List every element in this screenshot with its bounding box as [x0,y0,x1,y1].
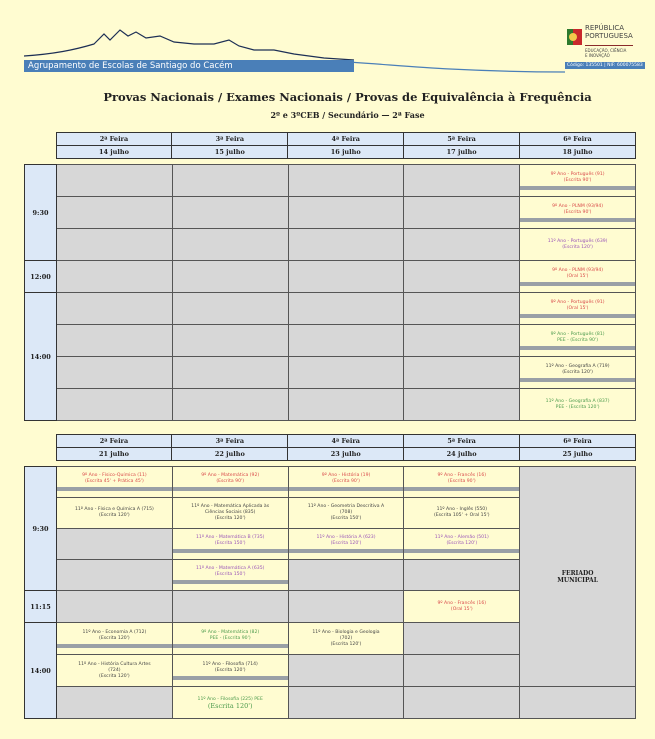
week1-day-tue: 3ª Feira [172,133,288,146]
week2-time-1400: 14:00 [25,623,57,719]
week1-slots [24,164,636,421]
empty-slot [57,293,173,325]
empty-slot [172,389,288,421]
empty-slot [172,261,288,293]
empty-slot [57,591,173,623]
exam-cell: 9º Ano - Francês (16) (Oral 15') [404,591,520,623]
week2-day-mon: 2ª Feira [56,435,172,448]
empty-slot [404,389,520,421]
empty-slot [172,165,288,197]
empty-slot [404,293,520,325]
empty-slot [57,389,173,421]
week1-date-mon: 14 julho [56,146,172,159]
empty-slot [57,357,173,389]
empty-slot [288,229,404,261]
exam-cell: 9º Ano - PLNM (93/94) (Escrita 90') [520,197,636,229]
empty-slot [288,197,404,229]
empty-slot [172,229,288,261]
exam-cell: 11º Ano - Matemática B (735) (Escrita 150') [172,529,288,560]
empty-slot [288,261,404,293]
exam-cell: 11º Ano - Inglês (550) (Escrita 105' + Oral 15') [404,498,520,529]
exam-cell: 11º Ano - História Cultura Artes (724) (Escrita 120') [57,655,173,687]
exam-cell: 9º Ano - Português (91) (Oral 15') [520,293,636,325]
empty-slot [172,293,288,325]
empty-slot [172,197,288,229]
page-subtitle: 2º e 3ºCEB / Secundário — 2ª Fase [270,110,425,120]
spacer-cell [24,448,56,461]
exam-cell: 11º Ano - Matemática A (635) (Escrita 150') [172,560,288,591]
empty-slot [288,560,404,591]
week2-date-wed: 23 julho [288,448,404,461]
week1-day-fri: 6ª Feira [520,133,636,146]
exam-cell: 9º Ano - Português (91) (Escrita 90') [520,165,636,197]
exam-cell: 11º Ano - Física e Química A (715) (Escrita 120') [57,498,173,529]
exam-cell: 9º Ano - Português (81) PEE - (Escrita 90') [520,325,636,357]
empty-slot [404,623,520,655]
empty-slot [288,655,404,687]
exam-cell: 11º Ano - Geografia A (837) PEE - (Escrita 120') [520,389,636,421]
exam-cell: 9º Ano - Francês (16) (Escrita 90') [404,467,520,498]
holiday-cell: FERIADO MUNICIPAL [520,467,636,687]
week1-day-wed: 4ª Feira [288,133,404,146]
empty-slot [57,687,173,719]
empty-slot [57,325,173,357]
exam-cell: 9º Ano - Matemática (92) (Escrita 90') [172,467,288,498]
empty-slot [288,293,404,325]
empty-slot [404,229,520,261]
spacer-cell [24,133,56,146]
empty-slot [404,325,520,357]
exam-cell: 9º Ano - PLNM (93/94) (Oral 15') [520,261,636,293]
page-header [0,0,655,82]
empty-slot [57,229,173,261]
empty-slot [57,197,173,229]
exam-cell: 11º Ano - Geografia A (719) (Escrita 120') [520,357,636,389]
empty-slot [57,560,173,591]
exam-cell: 11º Ano - Filosofia (714) (Escrita 120') [172,655,288,687]
banner-tail-line [330,55,565,75]
empty-slot [288,325,404,357]
empty-slot [404,357,520,389]
week1-time-1200: 12:00 [25,261,57,293]
empty-slot [172,357,288,389]
exam-cell: 11º Ano - Geometria Descritiva A (708) (Escrita 150') [288,498,404,529]
exam-cell: 11º Ano - Biologia e Geologia (702) (Escrita 120') [288,623,404,655]
week1-date-wed: 16 julho [288,146,404,159]
week1-date-fri: 18 julho [520,146,636,159]
week2-date-mon: 21 julho [56,448,172,461]
week1-day-mon: 2ª Feira [56,133,172,146]
page-title: Provas Nacionais / Exames Nacionais / Provas de Equivalência à Frequência [103,90,592,104]
empty-slot [404,655,520,687]
empty-slot [288,591,404,623]
week2-date-fri: 25 julho [520,448,636,461]
week2-day-fri: 6ª Feira [520,435,636,448]
week1-schedule [24,132,636,159]
ministry-name: EDUCAÇÃO, CIÊNCIA E INOVAÇÃO [585,48,627,58]
week1-time-0930: 9:30 [25,165,57,261]
exam-cell: 11º Ano - Matemática Aplicada às Ciências Sociais (835) (Escrita 120') [172,498,288,529]
government-name: REPÚBLICA PORTUGUESA [585,24,633,40]
government-logo [565,24,645,72]
exam-cell: 11º Ano - História A (623) (Escrita 120') [288,529,404,560]
empty-slot [172,325,288,357]
exam-cell: 11º Ano - Economia A (712) (Escrita 120') [57,623,173,655]
exam-cell: 11º Ano - Português (639) (Escrita 120') [520,229,636,261]
exam-cell: 9º Ano - História (19) (Escrita 90') [288,467,404,498]
empty-slot [404,560,520,591]
week2-day-tue: 3ª Feira [172,435,288,448]
empty-slot [57,529,173,560]
exam-cell: 9º Ano - Físico-Química (11) (Escrita 45' + Prática 45') [57,467,173,498]
week2-time-0930: 9:30 [25,467,57,591]
exam-cell: 11º Ano - Filosofia (225) PEE (Escrita 120') [172,687,288,719]
empty-slot [404,687,520,719]
week2-slots [24,466,636,719]
week2-schedule [24,434,636,461]
flag-emblem-icon [565,26,585,48]
exam-cell: 11º Ano - Alemão (501) (Escrita 120') [404,529,520,560]
exam-cell: 9º Ano - Matemática (82) PEE - (Escrita 90') [172,623,288,655]
empty-slot [288,165,404,197]
empty-slot [57,261,173,293]
empty-slot [404,165,520,197]
empty-slot [172,591,288,623]
week1-date-thu: 17 julho [404,146,520,159]
week2-day-thu: 5ª Feira [404,435,520,448]
empty-slot [288,687,404,719]
empty-slot [404,261,520,293]
spacer-cell [24,435,56,448]
spacer-cell [24,146,56,159]
empty-slot [520,687,636,719]
week1-date-tue: 15 julho [172,146,288,159]
school-name: Agrupamento de Escolas de Santiago do Cacém [28,61,233,71]
week2-day-wed: 4ª Feira [288,435,404,448]
empty-slot [288,357,404,389]
empty-slot [57,165,173,197]
week2-date-thu: 24 julho [404,448,520,461]
week1-time-1400: 14:00 [25,293,57,421]
week2-date-tue: 22 julho [172,448,288,461]
empty-slot [404,197,520,229]
empty-slot [288,389,404,421]
week1-day-thu: 5ª Feira [404,133,520,146]
logo-divider [585,45,633,46]
week2-time-1115: 11:15 [25,591,57,623]
school-codes: Código: 135501 | NIF: 600075583 [567,63,643,68]
